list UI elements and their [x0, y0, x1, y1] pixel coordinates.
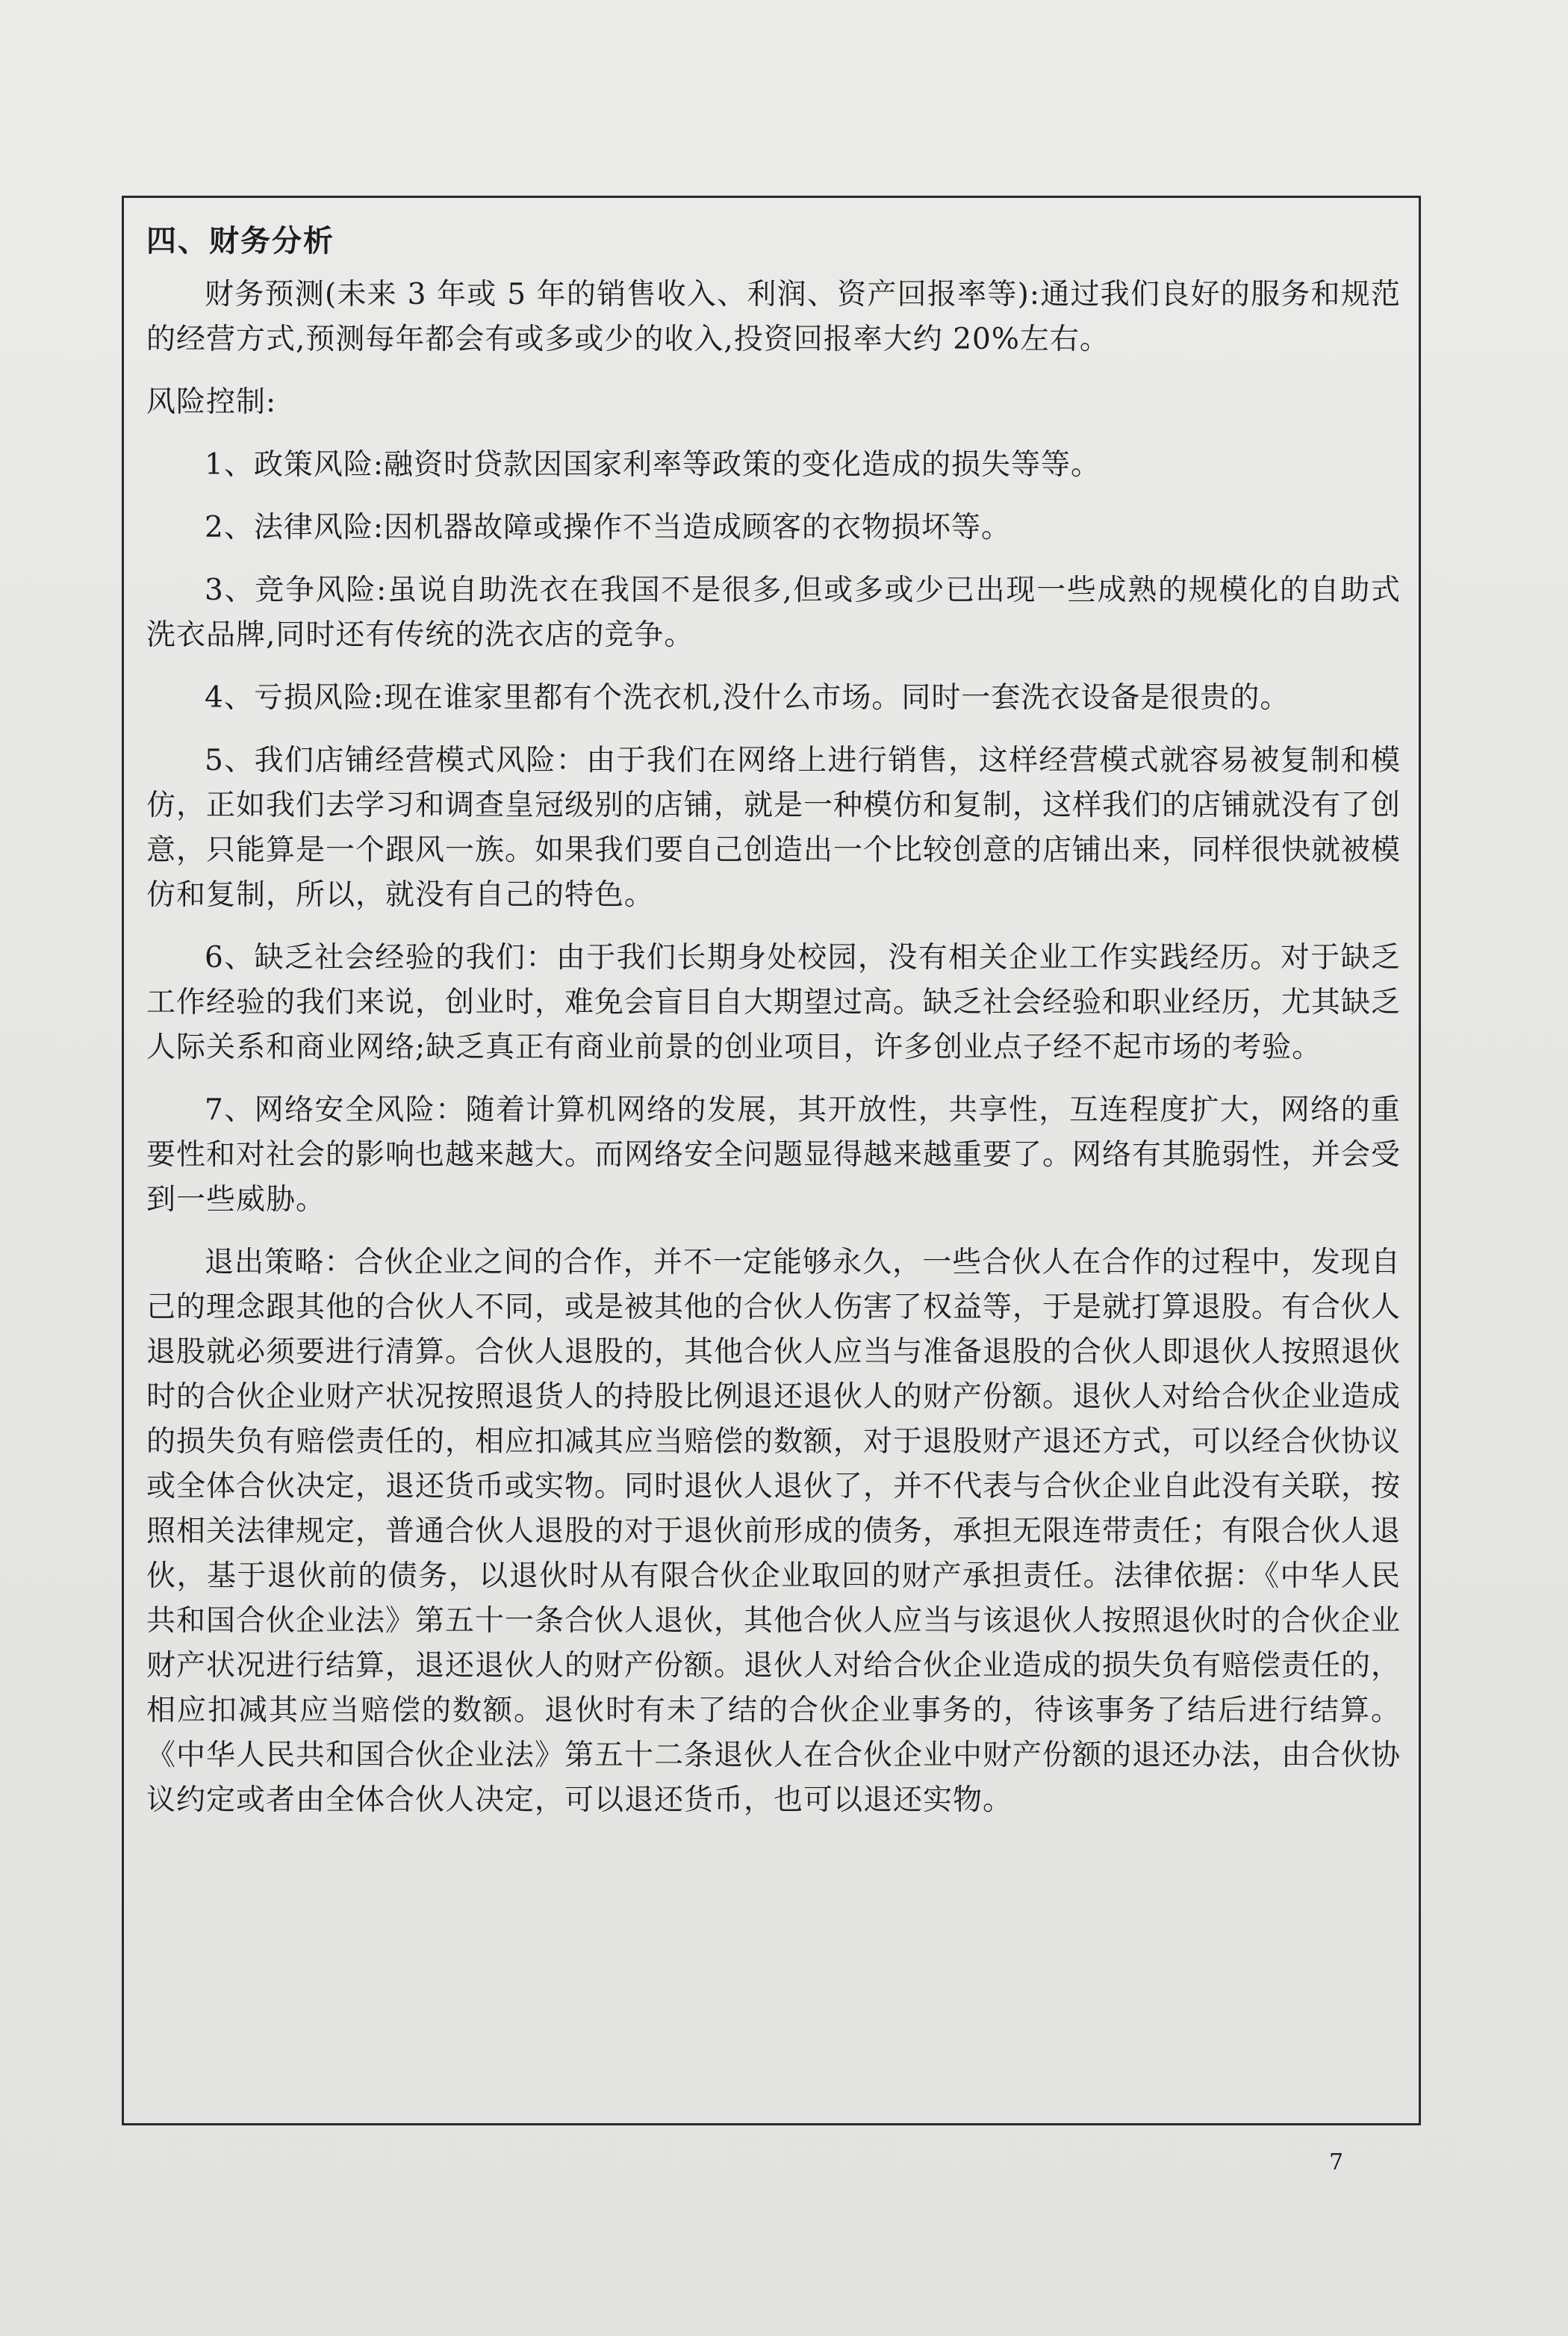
- paragraph-network-security-risk: 7、网络安全风险：随着计算机网络的发展，其开放性，共享性，互连程度扩大，网络的重要性和对社会的影响也越来越大。而网络安全问题显得越来越重要了。网络有其脆弱性，并会受到一些威胁。: [146, 1093, 1401, 1217]
- section-title: 四、财务分析: [146, 224, 335, 258]
- paragraph-policy-risk: 1、政策风险:融资时贷款因国家利率等政策的变化造成的损失等等。: [205, 448, 1101, 482]
- paragraph-competition-risk: 3、竞争风险:虽说自助洗衣在我国不是很多,但或多或少已出现一些成熟的规模化的自助式洗衣品牌,同时还有传统的洗衣店的竞争。: [146, 574, 1401, 652]
- paragraph-legal-risk: 2、法律风险:因机器故障或操作不当造成顾客的衣物损坏等。: [205, 511, 1011, 544]
- paragraph-financial-forecast: 财务预测(未来 3 年或 5 年的销售收入、利润、资产回报率等):通过我们良好的服务和规范的经营方式,预测每年都会有或多或少的收入,投资回报率大约 20%左右。: [146, 278, 1401, 356]
- paragraph-exit-strategy: 退出策略：合伙企业之间的合作，并不一定能够永久，一些合伙人在合作的过程中，发现自己的理念跟其他的合伙人不同，或是被其他的合伙人伤害了权益等，于是就打算退股。有合伙人退股就必须要进行清算。合伙人退股的，其他合伙人应当与准备退股的合伙人即退伙人按照退伙时的合伙企业财产状况按照退货人的持股比例退还退伙人的财产份额。退伙人对给合伙企业造成的损失负有赔偿责任的，相应扣减其应当赔偿的数额，对于退股财产退还方式，可以经合伙协议或全体合伙决定，退还货币或实物。同时退伙人退伙了，并不代表与合伙企业自此没有关联，按照相关法律规定，普通合伙人退股的对于退伙前形成的债务，承担无限连带责任；有限合伙人退伙，基于退伙前的债务，以退伙时从有限合伙企业取回的财产承担责任。法律依据：《中华人民共和国合伙企业法》第五十一条合伙人退伙，其他合伙人应当与该退伙人按照退伙时的合伙企业财产状况进行结算，退还退伙人的财产份额。退伙人对给合伙企业造成的损失负有赔偿责任的，相应扣减其应当赔偿的数额。退伙时有未了结的合伙企业事务的，待该事务了结后进行结算。《中华人民共和国合伙企业法》第五十二条退伙人在合伙企业中财产份额的退还办法，由合伙协议约定或者由全体合伙人决定，可以退还货币，也可以退还实物。: [146, 1246, 1401, 1817]
- page-number: 7: [1329, 2149, 1344, 2175]
- paragraph-loss-risk: 4、亏损风险:现在谁家里都有个洗衣机,没什么市场。同时一套洗衣设备是很贵的。: [205, 681, 1290, 715]
- paragraph-business-model-risk: 5、我们店铺经营模式风险：由于我们在网络上进行销售，这样经营模式就容易被复制和模仿，正如我们去学习和调查皇冠级别的店铺，就是一种模仿和复制，这样我们的店铺就没有了创意，只能算是一个跟风一族。如果我们要自己创造出一个比较创意的店铺出来，同样很快就被模仿和复制，所以，就没有自己的特色。: [146, 744, 1401, 912]
- paragraph-risk-control-label: 风险控制:: [146, 385, 277, 419]
- paragraph-experience-risk: 6、缺乏社会经验的我们：由于我们长期身处校园，没有相关企业工作实践经历。对于缺乏工作经验的我们来说，创业时，难免会盲目自大期望过高。缺乏社会经验和职业经历，尤其缺乏人际关系和商业网络;缺乏真正有商业前景的创业项目，许多创业点子经不起市场的考验。: [146, 941, 1401, 1064]
- document-content: [146, 219, 1401, 1841]
- content-frame: [122, 196, 1421, 2125]
